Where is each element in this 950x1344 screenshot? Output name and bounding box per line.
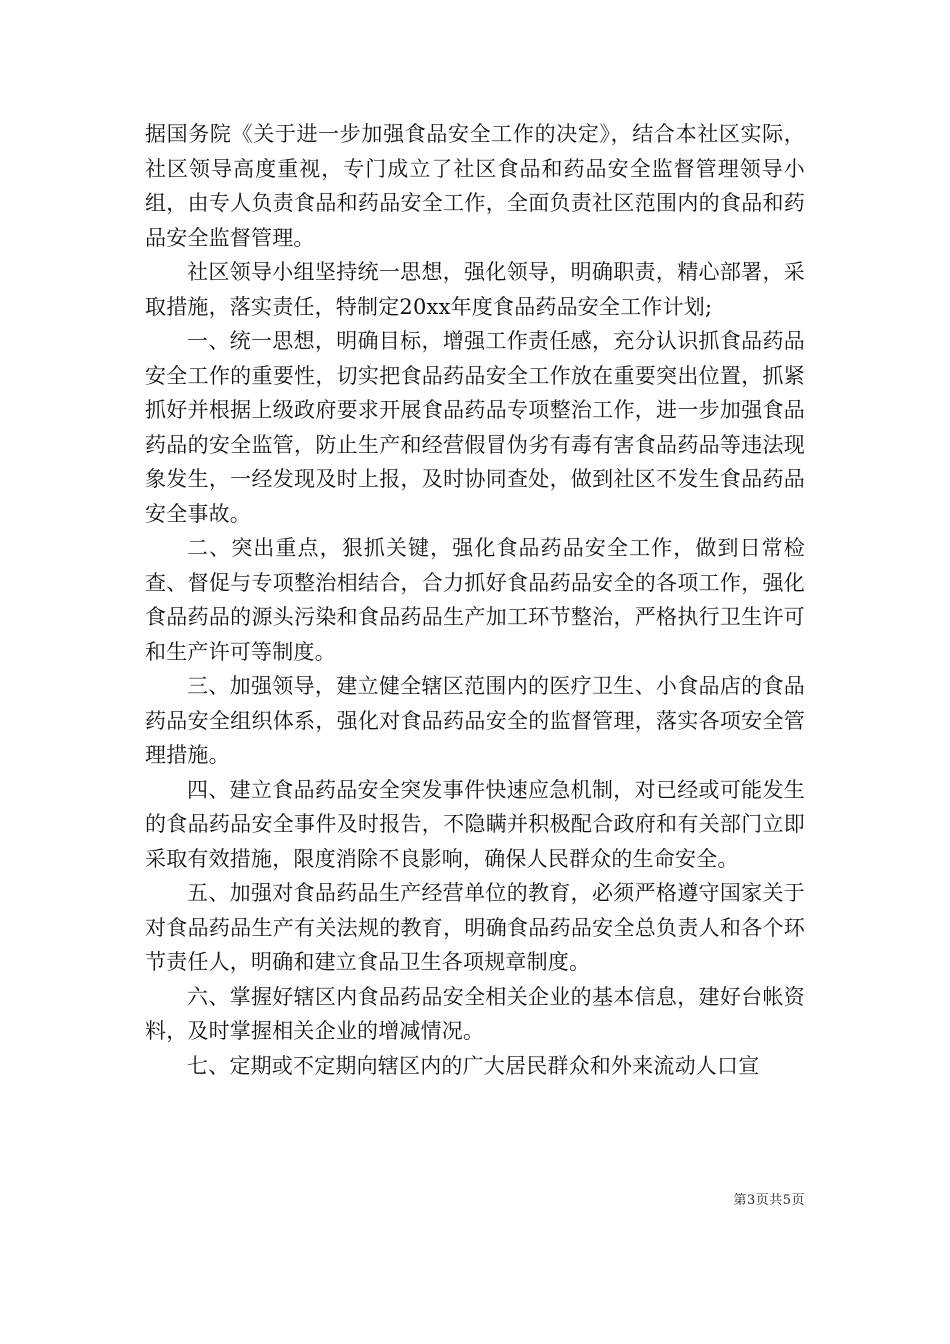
- paragraph-item-5: 五、加强对食品药品生产经营单位的教育，必须严格遵守国家关于对食品药品生产有关法规的教育，明确食品药品安全总负责人和各个环节责任人，明确和建立食品卫生各项规章制度。: [145, 881, 805, 974]
- paragraph-item-3: 三、加强领导，建立健全辖区范围内的医疗卫生、小食品店的食品药品安全组织体系，强化对食品药品安全的监督管理，落实各项安全管理措施。: [145, 674, 805, 767]
- paragraph-item-6: 六、掌握好辖区内食品药品安全相关企业的基本信息，建好台帐资料，及时掌握相关企业的增减情况。: [145, 984, 805, 1043]
- paragraph-leadership: 社区领导小组坚持统一思想，强化领导，明确职责，精心部署，采取措施，落实责任，特制定20xx年度食品药品安全工作计划;: [145, 260, 805, 319]
- page-number-footer: 第3页共5页: [733, 1193, 805, 1208]
- paragraph-item-2: 二、突出重点，狠抓关键，强化食品药品安全工作，做到日常检查、督促与专项整治相结合，合力抓好食品药品安全的各项工作，强化食品药品的源头污染和食品药品生产加工环节整治，严格执行卫生许可和生产许可等制度。: [145, 536, 805, 664]
- paragraph-item-1: 一、统一思想，明确目标，增强工作责任感，充分认识抓食品药品安全工作的重要性，切实把食品药品安全工作放在重要突出位置，抓紧抓好并根据上级政府要求开展食品药品专项整治工作，进一步加强食品药品的安全监管，防止生产和经营假冒伪劣有毒有害食品药品等违法现象发生，一经发现及时上报，及时协同查处，做到社区不发生食品药品安全事故。: [145, 329, 805, 526]
- paragraph-item-7: 七、定期或不定期向辖区内的广大居民群众和外来流动人口宣: [187, 1053, 760, 1078]
- paragraph-intro: 据国务院《关于进一步加强食品安全工作的决定》，结合本社区实际，社区领导高度重视，专门成立了社区食品和药品安全监督管理领导小组，由专人负责食品和药品安全工作，全面负责社区范围内的食品和药品安全监督管理。: [145, 122, 805, 250]
- document-body: [145, 117, 805, 1083]
- paragraph-item-4: 四、建立食品药品安全突发事件快速应急机制，对已经或可能发生的食品药品安全事件及时报告，不隐瞒并积极配合政府和有关部门立即采取有效措施，限度消除不良影响，确保人民群众的生命安全。: [145, 777, 805, 871]
